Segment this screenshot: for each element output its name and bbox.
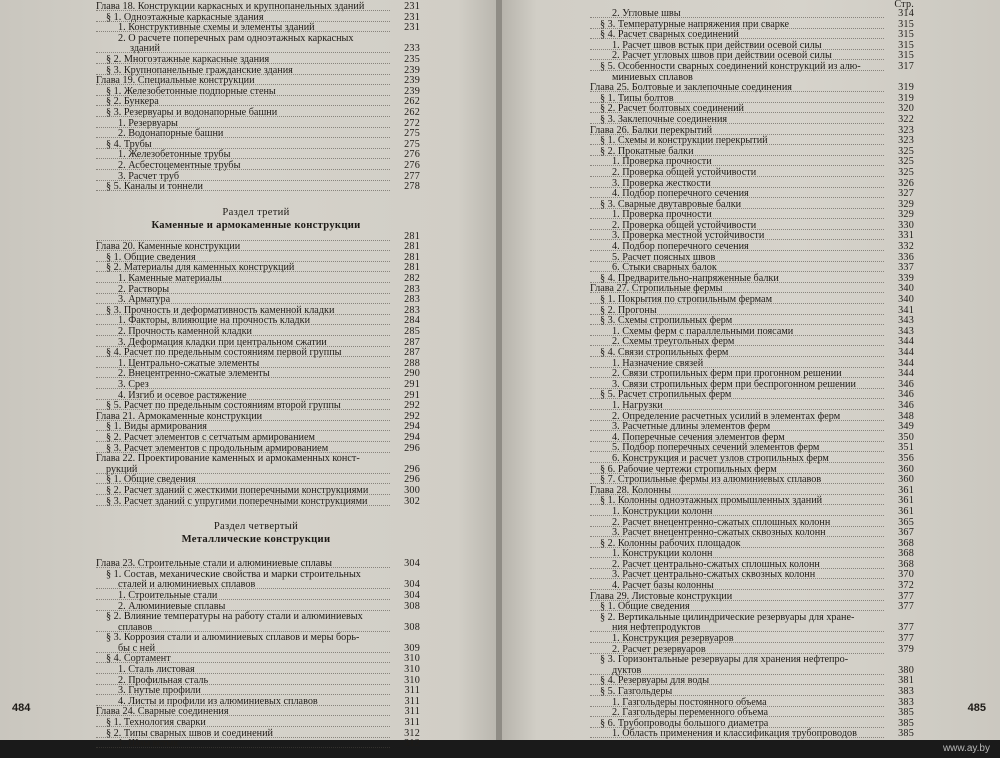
toc-entry (96, 53, 420, 66)
toc-entry-title: § 1. Общие сведения (106, 251, 196, 263)
toc-entry-page: 312 (404, 727, 420, 739)
toc-entry-title: § 3. Прочность и деформативность каменной кладки (106, 304, 335, 316)
toc-entry-page: 326 (898, 177, 914, 189)
toc-entry-page: 377 (898, 622, 914, 634)
toc-entry-page: 341 (898, 304, 914, 316)
toc-entry-page: 379 (898, 643, 914, 655)
toc-entry-title: § 4. Резервуары для воды (600, 675, 710, 687)
toc-entry-page: 278 (404, 181, 420, 193)
toc-entry-title: 1. Конструкции колонн (612, 548, 713, 560)
toc-entry-page: 320 (898, 103, 914, 115)
toc-entry-page: 368 (898, 537, 914, 549)
toc-entry-page: 329 (898, 198, 914, 210)
toc-entry-title: 2. Внецентренно-сжатые элементы (118, 368, 270, 380)
toc-entry-title: 3. Проверка местной устойчивости (612, 230, 765, 242)
toc-entry-title: § 4. Связи стропильных ферм (600, 347, 729, 358)
toc-entry-page: 322 (898, 113, 914, 125)
toc-entry-title: § 1. Типы болтов (600, 92, 674, 104)
toc-entry-title: 3. Проверка жесткости (612, 177, 711, 189)
toc-entry-title: § 2. Прокатные балки (600, 145, 694, 157)
toc-entry (96, 106, 420, 119)
toc-entry-title: Глава 23. Строительные стали и алюминиевые сплавы (96, 558, 332, 570)
toc-entry-page: 372 (898, 580, 914, 592)
toc-entry-title: ния нефтепродуктов (612, 622, 701, 634)
toc-entry-title: 4. Листы и профили из алюминиевых сплавов (118, 695, 318, 707)
toc-entry-page: 346 (898, 378, 914, 390)
toc-entry-page: 340 (898, 294, 914, 306)
toc-entry-page: 276 (404, 149, 420, 161)
toc-entry-title: Глава 19. Специальные конструкции (96, 75, 255, 87)
toc-entry-title: 2. Алюминиевые сплавы (118, 600, 226, 612)
toc-entry-page: 337 (898, 262, 914, 274)
toc-entry-page: 361 (898, 484, 914, 496)
toc-entry-title: § 3. Расчет зданий с упругими поперечными конструкциями (106, 495, 368, 507)
toc-entry-title: 2. Растворы (118, 283, 170, 295)
toc-entry-page: 385 (898, 728, 914, 740)
left-page (0, 0, 498, 750)
table-of-contents-right (590, 0, 914, 740)
toc-entry-title: § 1. Состав, механические свойства и марки строительных (106, 568, 361, 580)
toc-entry-title: § 1. Колонны одноэтажных промышленных зданий (600, 495, 823, 507)
toc-entry-title: § 2. Влияние температуры на работу стали и алюминиевых (106, 611, 363, 623)
toc-entry (590, 8, 914, 20)
toc-entry-title: миниевых сплавов (612, 71, 693, 83)
toc-entry-page: 287 (404, 336, 420, 348)
toc-entry-page: 360 (898, 463, 914, 475)
toc-entry-title: § 1. Покрытия по стропильным фермам (600, 294, 773, 306)
toc-entry-title: § 1. Общие сведения (106, 474, 196, 486)
toc-entry-page: 239 (404, 64, 420, 76)
toc-entry-page: 349 (898, 421, 914, 433)
toc-entry-page: 348 (898, 410, 914, 422)
toc-entry-title: 4. Подбор поперечного сечения (612, 241, 749, 253)
toc-entry (96, 379, 420, 391)
toc-entry-page: 383 (898, 696, 914, 708)
toc-entry-page: 281 (404, 230, 420, 242)
toc-entry-title: 3. Гнутые профили (118, 685, 201, 697)
toc-entry-title: 6. Стыки сварных балок (612, 262, 717, 274)
toc-entry-page: 288 (404, 357, 420, 369)
section-text: Каменные и армокаменные конструкции (151, 219, 361, 231)
toc-entry-page: 304 (404, 558, 420, 570)
spacer (96, 193, 416, 206)
toc-entry-page: 262 (404, 96, 420, 108)
toc-entry-page: 235 (404, 53, 420, 65)
toc-entry (96, 159, 420, 172)
toc-entry-title: 1. Проверка прочности (612, 156, 712, 168)
toc-entry-page: 231 (404, 22, 420, 34)
toc-entry-page: 380 (898, 664, 914, 676)
toc-entry-page: 296 (404, 474, 420, 486)
toc-entry-page: 356 (898, 452, 914, 464)
toc-entry-page: 277 (404, 170, 420, 182)
toc-entry-title: § 3. Горизонтальные резервуары для хранения нефтепро- (600, 654, 849, 666)
toc-entry-title: 3. Расчет внецентренно-сжатых сквозных колонн (612, 527, 826, 539)
toc-entry (590, 686, 914, 698)
toc-entry-title: Глава 26. Балки перекрытий (590, 124, 713, 136)
toc-entry-title: 1. Конструкция резервуаров (612, 633, 734, 645)
toc-entry-title: 3. Расчетные длины элементов ферм (612, 421, 771, 433)
toc-entry (96, 181, 420, 193)
toc-entry-page: 323 (898, 124, 914, 136)
toc-entry-title: § 3. Схемы стропильных ферм (600, 315, 733, 327)
toc-entry-page: 368 (898, 558, 914, 570)
toc-entry-page: 336 (898, 251, 914, 263)
section-title (96, 219, 416, 232)
toc-entry-title: 4. Расчет базы колонны (612, 580, 714, 592)
toc-entry-page: 311 (404, 685, 420, 697)
toc-entry-title: 5. Расчет поясных швов (612, 251, 716, 263)
toc-entry-page: 368 (898, 548, 914, 560)
toc-entry-title: § 1. Одноэтажные каркасные здания (106, 11, 264, 23)
toc-entry-page: 296 (404, 463, 420, 475)
toc-entry-page: 231 (404, 11, 420, 23)
toc-entry-title: § 6. Рабочие чертежи стропильных ферм (600, 463, 777, 475)
toc-entry-page: 377 (898, 590, 914, 602)
toc-entry-title: § 2. Вертикальные цилиндрические резервуары для хране- (600, 611, 855, 623)
toc-entry-title: § 5. Газгольдеры (600, 686, 673, 697)
toc-entry-title: 1. Строительные стали (118, 589, 218, 601)
section-title (96, 533, 416, 546)
toc-entry-page: 315 (898, 18, 914, 30)
toc-entry-page: 312 (404, 738, 420, 750)
toc-entry-page: 239 (404, 75, 420, 87)
toc-entry-title: § 4. Сортамент (106, 653, 171, 665)
toc-entry (590, 60, 914, 73)
toc-entry-page: 317 (898, 60, 914, 72)
toc-entry-title: Глава 22. Проектирование каменных и армокаменных конст- (96, 453, 360, 465)
toc-entry-page: 361 (898, 495, 914, 507)
toc-entry-title: 2. Асбестоцементные трубы (118, 159, 241, 171)
right-page (502, 0, 1000, 740)
toc-entry-title: 1. Сталь листовая (118, 664, 195, 676)
toc-entry-page: 325 (898, 156, 914, 168)
toc-entry-title: 2. О расчете поперечных рам одноэтажных каркасных (118, 32, 354, 44)
toc-entry-title: дуктов (612, 664, 642, 676)
toc-entry-title: 3. Связи стропильных ферм при беспрогонном решении (612, 378, 856, 390)
toc-entry-page: 311 (404, 706, 420, 718)
toc-entry-page: 310 (404, 674, 420, 686)
toc-entry-page: 290 (404, 368, 420, 380)
toc-entry-page: 331 (898, 230, 914, 242)
toc-entry-title: 1. Конструкции колонн (612, 505, 713, 517)
section-heading (96, 520, 416, 533)
toc-entry-title: 2. Прочность каменной кладки (118, 326, 252, 338)
toc-entry (590, 399, 914, 412)
toc-entry-title: 1. Факторы, влияющие на прочность кладки (118, 315, 311, 327)
section-text: Раздел третий (222, 206, 290, 218)
toc-entry-title: Глава 20. Каменные конструкции (96, 241, 241, 253)
toc-entry-title: 4. Поперечные сечения элементов ферм (612, 431, 785, 443)
toc-entry-title: § 2. Прогоны (600, 304, 657, 316)
toc-entry-title: § 2. Расчет элементов с сетчатым армированием (106, 431, 315, 443)
toc-entry-page: 282 (404, 273, 420, 285)
toc-entry (96, 495, 420, 508)
column-header-label: Стр. (894, 0, 914, 10)
toc-entry-page: 262 (404, 106, 420, 118)
toc-entry-title: 3. Срез (118, 379, 149, 390)
toc-entry-title: 2. Угловые швы (612, 8, 681, 19)
toc-entry-page: 315 (898, 50, 914, 62)
toc-entry-title: § 2. Материалы для каменных конструкций (106, 262, 295, 274)
toc-entry-title: 4. Изгиб и осевое растяжение (118, 389, 247, 401)
toc-entry-page: 300 (404, 484, 420, 496)
toc-entry (96, 484, 420, 497)
toc-entry-title: 4. Подбор поперечного сечения (612, 188, 749, 200)
toc-entry-page: 283 (404, 283, 420, 295)
toc-entry-page: 381 (898, 675, 914, 687)
spacer (96, 507, 416, 520)
toc-entry-page: 281 (404, 251, 420, 263)
toc-entry-page: 275 (404, 138, 420, 150)
toc-entry-title: § 1. Общие сведения (600, 601, 690, 613)
toc-entry-page: 275 (404, 128, 420, 140)
toc-entry-title: § 3. Расчет элементов с продольным армированием (106, 442, 329, 454)
toc-entry-title: 1. Проверка прочности (612, 209, 712, 221)
toc-entry-page: 294 (404, 431, 420, 443)
toc-entry-title: 2. Расчет внецентренно-сжатых сплошных колонн (612, 516, 831, 528)
toc-entry-title: 1. Область применения и классификация трубопроводов (612, 728, 857, 740)
toc-entry-page: 385 (898, 707, 914, 719)
toc-entry-page: 350 (898, 431, 914, 443)
toc-entry-title: 1. Конструктивные схемы и элементы зданий (118, 22, 315, 34)
toc-entry-page: 304 (404, 589, 420, 601)
toc-entry-page: 233 (404, 43, 420, 55)
toc-entry-page: 377 (898, 633, 914, 645)
toc-entry-page: 285 (404, 326, 420, 338)
toc-entry-title: § 3. Коррозия стали и алюминиевых сплавов и меры борь- (106, 632, 360, 644)
toc-entry-title: сталей и алюминиевых сплавов (118, 579, 256, 591)
toc-entry-page: 330 (898, 219, 914, 231)
toc-entry-page: 360 (898, 474, 914, 486)
toc-entry-title: 2. Проверка общей устойчивости (612, 166, 757, 178)
toc-entry-title: 2. Проверка общей устойчивости (612, 219, 757, 231)
toc-entry-page: 284 (404, 315, 420, 327)
toc-entry-page: 367 (898, 527, 914, 539)
toc-entry-page: 344 (898, 368, 914, 380)
toc-entry-title: 6. Конструкция и расчет узлов стропильных ферм (612, 452, 829, 464)
toc-entry-title: 2. Связи стропильных ферм при прогонном решении (612, 368, 842, 380)
toc-entry-page: 304 (404, 579, 420, 591)
toc-entry-page: 311 (404, 717, 420, 729)
toc-entry-title: 2. Расчет центрально-сжатых сплошных колонн (612, 558, 820, 570)
toc-entry-title: 1. Расчет швов встык при действии осевой силы (612, 39, 822, 51)
toc-entry-title: 1. Газгольдеры постоянного объема (612, 696, 767, 708)
toc-entry (96, 738, 420, 750)
toc-entry-title: зданий (130, 43, 160, 55)
toc-entry-title: § 5. Расчет по предельным состояниям второй группы (106, 400, 341, 412)
toc-entry-title: § 4. Трубы (106, 138, 152, 150)
toc-chapter-entry (96, 454, 416, 465)
toc-entry-title: 5. Подбор поперечных сечений элементов ферм (612, 442, 820, 454)
toc-entry-page: 370 (898, 569, 914, 581)
toc-entry-page: 361 (898, 505, 914, 517)
toc-entry-page: 340 (898, 283, 914, 295)
toc-entry-page: 344 (898, 336, 914, 348)
toc-entry-title: § 2. Расчет зданий с жесткими поперечными конструкциями (106, 484, 369, 496)
toc-entry-page: 343 (898, 315, 914, 327)
toc-entry-title: Глава 29. Листовые конструкции (590, 590, 733, 602)
toc-entry-page: 231 (404, 1, 420, 12)
toc-entry-title: 2. Определение расчетных усилий в элементах ферм (612, 410, 841, 422)
toc-entry-page: 323 (898, 135, 914, 147)
toc-entry-page: 344 (898, 347, 914, 358)
toc-entry-title: 1. Центрально-сжатые элементы (118, 357, 260, 369)
toc-entry-page: 283 (404, 294, 420, 306)
toc-entry-page: 319 (898, 92, 914, 104)
toc-entry-page: 310 (404, 653, 420, 665)
toc-entry-title: § 5. Особенности сварных соединений конструкций из алю- (600, 60, 861, 72)
toc-entry-page: 344 (898, 357, 914, 369)
toc-entry-page: 294 (404, 421, 420, 433)
toc-entry-title: 2. Профильная сталь (118, 674, 209, 686)
toc-entry-title: 3. Арматура (118, 294, 171, 306)
toc-entry (590, 347, 914, 359)
toc-entry-title: 2. Схемы треугольных ферм (612, 336, 735, 348)
section-heading (96, 206, 416, 219)
section-text: Раздел четвертый (213, 521, 299, 533)
toc-entry-page: 281 (404, 241, 420, 253)
toc-entry-page: 291 (404, 389, 420, 401)
toc-entry-page: 346 (898, 389, 914, 401)
toc-entry-page: 283 (404, 304, 420, 316)
toc-entry-title: § 3. Крупнопанельные гражданские здания (106, 64, 293, 76)
toc-entry-title: 1. Назначение связей (612, 357, 704, 369)
toc-entry-title: § 3. Резервуары и водонапорные башни (106, 106, 278, 118)
toc-entry-page: 311 (404, 695, 420, 707)
page-number-left: 484 (12, 702, 31, 714)
toc-entry (590, 452, 914, 465)
toc-entry-page: 377 (898, 601, 914, 613)
toc-entry-page: 365 (898, 516, 914, 528)
toc-entry-title: 1. Резервуары (118, 117, 178, 129)
toc-entry-title: § 6. Трубопроводы большого диаметра (600, 717, 769, 729)
toc-entry-title: § 5. Каналы и тоннели (106, 181, 203, 193)
toc-entry-title: сплавов (118, 621, 153, 633)
toc-entry-title: § 2. Расчет болтовых соединений (600, 103, 745, 115)
toc-entry-title: 2. Расчет угловых швов при действии осевой силы (612, 50, 832, 62)
toc-entry (96, 589, 420, 602)
toc-entry-page: 329 (898, 209, 914, 221)
toc-entry-title: 1. Швы встык (118, 738, 179, 750)
toc-entry (590, 113, 914, 126)
toc-entry-title: § 1. Виды армирования (106, 421, 207, 433)
toc-entry-title: § 7. Стропильные фермы из алюминиевых сплавов (600, 474, 822, 486)
toc-entry (96, 431, 420, 444)
toc-entry (590, 728, 914, 740)
toc-chapter-entry (96, 1, 420, 13)
toc-entry-title: § 4. Расчет по предельным состояниям первой группы (106, 347, 342, 359)
toc-entry-page: 315 (898, 29, 914, 41)
toc-entry-title: § 1. Железобетонные подпорные стены (106, 85, 276, 97)
toc-entry-title: 1. Схемы ферм с параллельными поясами (612, 325, 794, 337)
toc-entry-page: 272 (404, 117, 420, 129)
toc-entry-page: 292 (404, 410, 420, 422)
toc-entry-page: 383 (898, 686, 914, 697)
toc-entry-title: 2. Газгольдеры переменного объема (612, 707, 769, 719)
toc-entry-page: 315 (898, 39, 914, 51)
toc-entry-title: § 4. Предварительно-напряженные балки (600, 272, 779, 284)
toc-entry-page: 308 (404, 621, 420, 633)
toc-entry-title: § 2. Бункера (106, 96, 159, 108)
toc-entry-page: 343 (898, 325, 914, 337)
toc-entry-title: § 2. Многоэтажные каркасные здания (106, 53, 270, 65)
toc-entry-title: § 5. Расчет стропильных ферм (600, 389, 732, 401)
toc-entry-page: 327 (898, 188, 914, 200)
toc-entry-title: 3. Расчет труб (118, 170, 180, 182)
toc-entry-title: Глава 27. Стропильные фермы (590, 283, 723, 295)
toc-entry-page: 310 (404, 664, 420, 676)
toc-entry-page: 239 (404, 85, 420, 97)
toc-entry-page: 325 (898, 145, 914, 157)
section-text: Металлические конструкции (181, 534, 331, 546)
toc-entry-title: Глава 25. Болтовые и заклепочные соединения (590, 82, 792, 94)
toc-entry-title: 1. Нагрузки (612, 399, 663, 411)
toc-entry-page: 319 (898, 82, 914, 94)
toc-entry-title: § 1. Технология сварки (106, 717, 206, 729)
toc-entry-page: 309 (404, 642, 420, 654)
toc-entry-page: 325 (898, 166, 914, 178)
toc-entry-page: 314 (898, 8, 914, 19)
toc-entry-page: 308 (404, 600, 420, 612)
table-of-contents-left (96, 1, 420, 750)
toc-entry-page: 351 (898, 442, 914, 454)
toc-entry-title: Глава 24. Сварные соединения (96, 706, 229, 718)
toc-entry-title: § 3. Температурные напряжения при сварке (600, 18, 790, 30)
toc-entry-title: 2. Водонапорные башни (118, 128, 224, 140)
toc-entry-title: 3. Расчет центрально-сжатых сквозных колонн (612, 569, 816, 581)
toc-entry-title: § 1. Схемы и конструкции перекрытий (600, 135, 768, 147)
toc-entry-title: § 2. Колонны рабочих площадок (600, 537, 741, 549)
toc-entry-title: 1. Каменные материалы (118, 273, 222, 285)
toc-entry-page: 281 (404, 262, 420, 274)
toc-entry-title: § 3. Сварные двутавровые балки (600, 198, 742, 210)
toc-entry-title: Глава 28. Колонны (590, 484, 671, 496)
toc-entry (590, 166, 914, 179)
toc-entry-page: 346 (898, 399, 914, 411)
toc-entry-page: 291 (404, 379, 420, 390)
toc-entry-title: 1. Железобетонные трубы (118, 149, 231, 161)
toc-entry-title: 2. Расчет резервуаров (612, 643, 706, 655)
toc-entry-title: 3. Деформация кладки при центральном сжатии (118, 336, 327, 348)
toc-entry-title: Глава 21. Армокаменные конструкции (96, 410, 263, 422)
page-number-right: 485 (967, 702, 986, 714)
toc-entry (590, 505, 914, 518)
watermark: www.ay.by (942, 743, 990, 754)
toc-entry-title: рукций (106, 463, 138, 475)
toc-entry-title: Глава 18. Конструкции каркасных и крупнопанельных зданий (96, 1, 365, 12)
toc-entry-page: 287 (404, 347, 420, 359)
toc-entry-page: 339 (898, 272, 914, 284)
toc-entry-title: § 2. Типы сварных швов и соединений (106, 727, 273, 739)
toc-entry-title: § 4. Расчет сварных соединений (600, 29, 739, 41)
toc-entry-page: 296 (404, 442, 420, 454)
toc-entry-page: 385 (898, 717, 914, 729)
toc-entry-title: бы с ней (118, 642, 156, 654)
toc-entry-page: 302 (404, 495, 420, 507)
toc-entry-title: § 3. Заклепочные соединения (600, 113, 728, 125)
toc-entry-page: 332 (898, 241, 914, 253)
toc-entry-page: 276 (404, 159, 420, 171)
toc-entry-page: 292 (404, 400, 420, 412)
